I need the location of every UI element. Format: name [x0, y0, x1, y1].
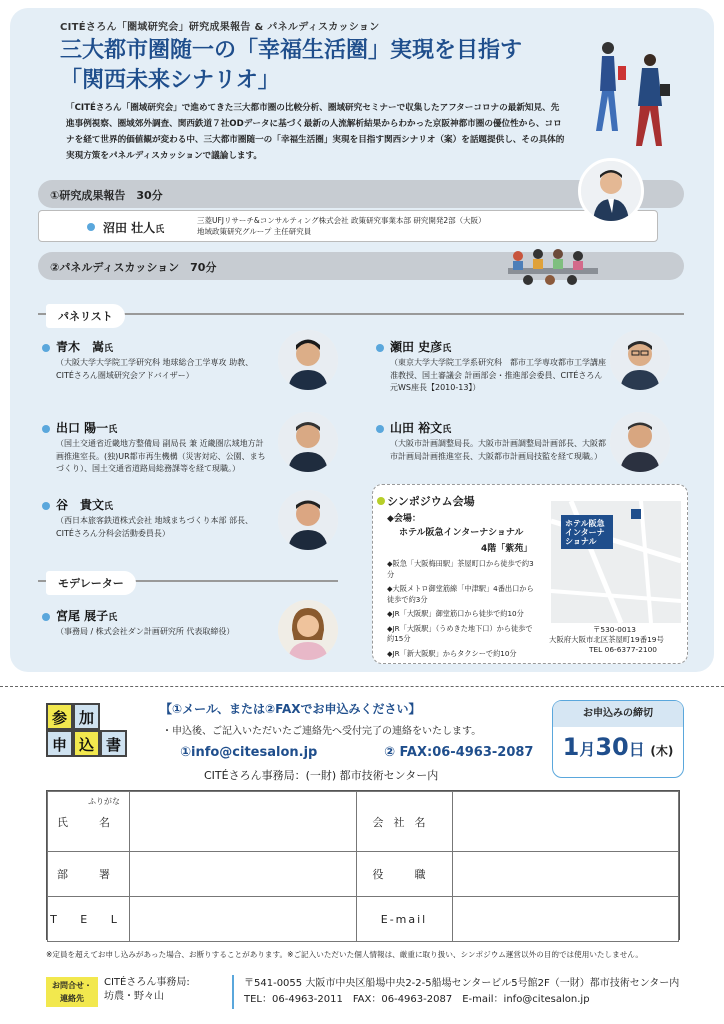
panelists-heading: パネリスト: [46, 304, 125, 328]
application-form: [46, 790, 680, 940]
deadline-label: お申込みの締切: [553, 701, 683, 727]
cut-line: [0, 686, 724, 687]
application-office: CITÉさろん事務局：(一財) 都市技術センター内: [204, 769, 439, 782]
department-field[interactable]: [130, 852, 357, 897]
panelist-desc: （大阪市計画調整局長。大阪市計画調整局計画部長、大阪都市計画局計画推進室長、大阪都市計画局技監を経て現職。）: [390, 439, 606, 461]
bullet-dot: [376, 425, 384, 433]
position-field[interactable]: [452, 852, 679, 897]
bullet-dot: [87, 223, 95, 231]
position-label: 役 職: [356, 852, 452, 897]
access-item: ◆大阪メトロ御堂筋線「中津駅」4番出口から徒歩で約3分: [387, 584, 534, 604]
divider: [232, 975, 234, 1009]
application-email[interactable]: ①info@citesalon.jp: [180, 745, 318, 760]
tel-field[interactable]: [130, 897, 357, 942]
inquiry-label: お問合せ・ 連絡先: [46, 977, 98, 1007]
title-line-1: 三大都市圏随一の「幸福生活圏」実現を目指す: [60, 38, 523, 63]
tel-label: T E L: [48, 897, 130, 942]
deadline-box: [552, 700, 684, 778]
header-tag: CITÉさろん「圏域研究会」研究成果報告 & パネルディスカッション: [60, 22, 380, 33]
application-badge: [46, 703, 154, 761]
moderator-photo: [278, 600, 338, 660]
panelist-photo: [278, 490, 338, 550]
panelist-desc: （西日本旅客鉄道株式会社 地域まちづくり本部 部長、CITÉさろん分科会活動委員長）: [56, 516, 254, 538]
badge-cell: 加: [73, 703, 100, 730]
panelist-desc: （大阪大学大学院工学研究科 地球総合工学専攻 助教、CITÉさろん圏域研究会アドバイザー）: [56, 358, 254, 380]
speaker-photo: [578, 158, 644, 224]
venue-title: シンポジウム会場: [387, 495, 475, 508]
panelist-desc: （国土交通省近畿地方整備局 副局長 兼 近畿圏広域地方計画推進室長。(独)UR都市再生機構（災害対応、公園、まちづくり）、国土交通省道路局総務課等を経て現職。）: [56, 439, 266, 473]
meeting-illustration: [488, 240, 608, 290]
panelist-name: 山田 裕文氏: [390, 421, 452, 435]
badge-cell: 書: [100, 730, 127, 757]
speaker-name: 沼田 壮人氏: [103, 221, 165, 235]
badge-cell: 込: [73, 730, 100, 757]
badge-cell: 申: [46, 730, 73, 757]
email-label: E-mail: [356, 897, 452, 942]
bullet-dot: [42, 613, 50, 621]
application-title: 【①メール、または②FAXでお申込みください】: [160, 702, 421, 716]
intro-text: 「CITÉさろん「圏域研究会」で進めてきた三大都市圏の比較分析、圏域研究セミナーで収集したアフターコロナの最新知見、先進事例視察、圏域郊外調査、関西鉄道７社ODデータに基づく最新の人流解析結果からわかった京阪神都市圏の優位性から、コロナを経て世界的価値観が変わる中、三大都市圏随一の「幸福生活圏」実現を目指す関西シナリオ（案）を話題提供し、その具体的実現方策をパネルディスカッションで議論します。: [66, 103, 565, 161]
moderator-name: 宮尾 展子氏: [56, 609, 118, 623]
panelist-name: 瀬田 史彦氏: [390, 340, 452, 354]
access-item: ◆阪急「大阪梅田駅」茶屋町口から徒歩で約3分: [387, 559, 534, 579]
panelist-name: 出口 陽一氏: [56, 421, 118, 435]
speaker-affiliation: 三菱UFJリサーチ&コンサルティング株式会社 政策研究事業本部 研究開発2部（大阪） 地域政策研究グループ 主任研究員: [197, 216, 486, 236]
panelist-photo: [278, 412, 338, 472]
section-panel-label: ②パネルディスカッション 70分: [50, 261, 217, 274]
bullet-dot: [377, 497, 385, 505]
name-field[interactable]: [130, 792, 357, 852]
panelist-name: 青木 嵩氏: [56, 340, 114, 354]
bullet-dot: [42, 425, 50, 433]
application-note: ・申込後、ご記入いただいたご連絡先へ受付完了の連絡をいたします。: [162, 726, 482, 737]
venue-address: 〒530-0013 大阪府大阪市北区茶屋町19番19号 TEL 06-6377-2100: [549, 625, 664, 654]
panelist-photo: [610, 412, 670, 472]
panelist-photo: [278, 330, 338, 390]
venue-map: [551, 501, 681, 623]
speaker-box: [38, 210, 658, 242]
name-label: 氏 名: [48, 792, 130, 852]
map-label: ホテル阪急インターナショナル: [565, 519, 605, 546]
venue-hotel: ホテル阪急インターナショナル: [399, 528, 524, 538]
footnote: ※定員を超えてお申し込みがあった場合、お断りすることがあります。※ご記入いただいた個人情報は、厳重に取り扱い、シンポジウム運営以外の目的では使用いたしません。: [46, 950, 643, 959]
panelist-desc: （東京大学大学院工学系研究科 都市工学専攻都市工学講座 准教授、国土審議会 計画部会・推進部会委員、CITÉさろん元WS座長【2010-13】）: [390, 358, 606, 392]
walking-people-illustration: [578, 36, 688, 156]
moderator-heading: モデレーター: [46, 571, 136, 595]
deadline-date: 1月30日 (木): [562, 733, 674, 761]
venue-label: ◆会場：: [387, 514, 421, 524]
application-fax: ② FAX:06-4963-2087: [384, 745, 534, 760]
company-label: 会社名: [356, 792, 452, 852]
divider: [38, 313, 684, 315]
venue-room: 4階「紫苑」: [481, 544, 533, 554]
bullet-dot: [42, 344, 50, 352]
company-field[interactable]: [452, 792, 679, 852]
moderator-desc: （事務局 / 株式会社ダン計画研究所 代表取締役）: [56, 627, 235, 636]
venue-access-list: [387, 559, 537, 663]
panelist-name: 谷 貴文氏: [56, 498, 114, 512]
department-label: 部 署: [48, 852, 130, 897]
access-item: ◆JR「大阪駅」御堂筋口から徒歩で約10分: [387, 609, 524, 618]
access-item: ◆JR「大阪駅」（うめきた地下口）から徒歩で約15分: [387, 623, 533, 643]
title-line-2: 「関西未来シナリオ」: [60, 68, 280, 93]
inquiry-address: 〒541-0055 大阪市中央区船場中央2-2-5船場センタービル5号館2F（一財）都市技術センター内 TEL：06-4963-2011 FAX：06-4963-2087 E-mail：info@citesalon.jp: [244, 978, 680, 1005]
furigana-label: ふりがな: [88, 797, 120, 806]
section-research-label: ①研究成果報告 30分: [50, 189, 163, 202]
badge-cell: 参: [46, 703, 73, 730]
panelist-photo: [610, 330, 670, 390]
email-field[interactable]: [452, 897, 679, 942]
bullet-dot: [376, 344, 384, 352]
page-title: [60, 36, 522, 96]
bullet-dot: [42, 502, 50, 510]
inquiry-office: CITÉさろん事務局: 坊農・野々山: [104, 977, 190, 1002]
access-item: ◆JR「新大阪駅」からタクシーで約10分: [387, 648, 517, 658]
venue-box: [372, 484, 688, 664]
